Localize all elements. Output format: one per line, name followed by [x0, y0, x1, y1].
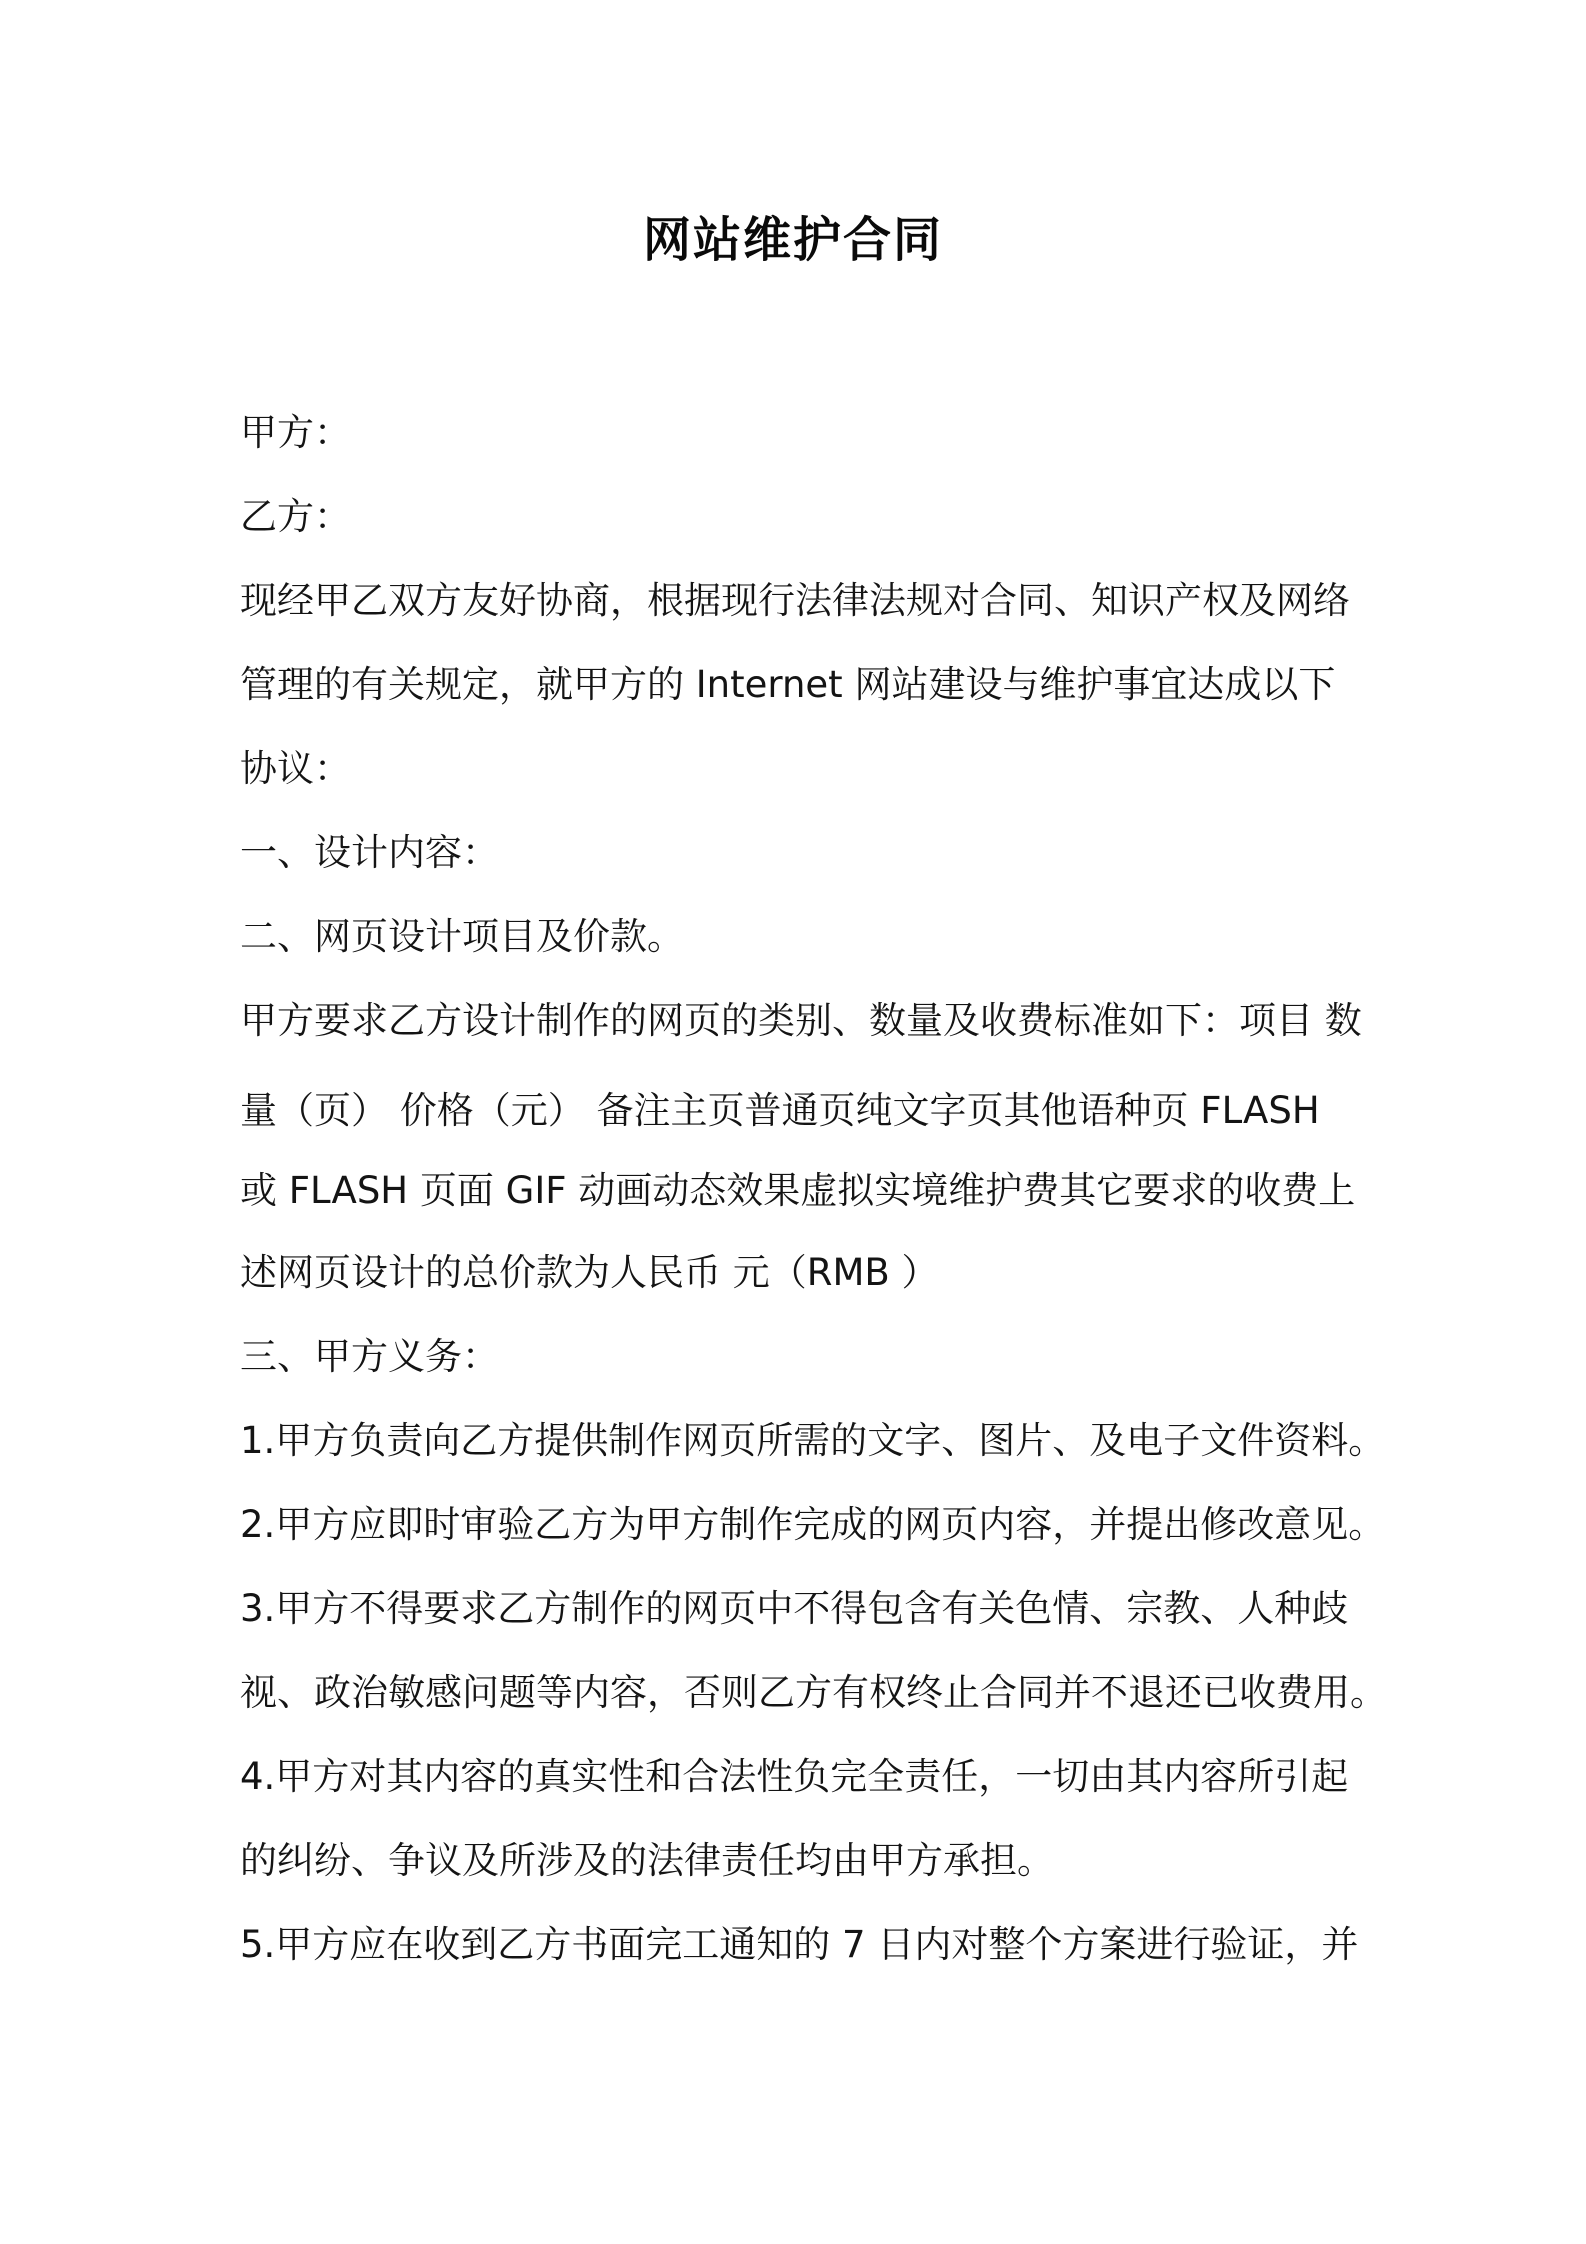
pricing-line-2: 量（页） 价格（元） 备注主页普通页纯文字页其他语种页 FLASH [240, 1089, 1320, 1132]
pricing-line-4: 述网页设计的总价款为人民币 元（RMB ） [240, 1251, 939, 1294]
preamble-line-3: 协议： [240, 747, 351, 790]
party-b-line: 乙方： [240, 495, 351, 538]
clause-3-line-2: 视、政治敏感问题等内容，否则乙方有权终止合同并不退还已收费用。 [240, 1671, 1387, 1714]
clause-2: 2.甲方应即时审验乙方为甲方制作完成的网页内容，并提出修改意见。 [240, 1503, 1386, 1546]
clause-3-line-1: 3.甲方不得要求乙方制作的网页中不得包含有关色情、宗教、人种歧 [240, 1587, 1349, 1630]
preamble-line-2: 管理的有关规定，就甲方的 Internet 网站建设与维护事宜达成以下 [240, 663, 1336, 706]
clause-1: 1.甲方负责向乙方提供制作网页所需的文字、图片、及电子文件资料。 [240, 1419, 1386, 1462]
pricing-line-3: 或 FLASH 页面 GIF 动画动态效果虚拟实境维护费其它要求的收费上 [240, 1169, 1356, 1212]
preamble-line-1: 现经甲乙双方友好协商，根据现行法律法规对合同、知识产权及网络 [240, 579, 1350, 622]
section-3-heading: 三、甲方义务： [240, 1335, 499, 1378]
clause-4-line-1: 4.甲方对其内容的真实性和合法性负完全责任，一切由其内容所引起 [240, 1755, 1349, 1798]
party-a-line: 甲方： [240, 411, 351, 454]
document-title: 网站维护合同 [642, 212, 943, 268]
section-2-heading: 二、网页设计项目及价款。 [240, 915, 684, 958]
pricing-line-1: 甲方要求乙方设计制作的网页的类别、数量及收费标准如下：项目 数 [240, 999, 1362, 1042]
clause-5-line-1: 5.甲方应在收到乙方书面完工通知的 7 日内对整个方案进行验证，并 [240, 1923, 1359, 1966]
clause-4-line-2: 的纠纷、争议及所涉及的法律责任均由甲方承担。 [240, 1839, 1054, 1882]
section-1-heading: 一、设计内容： [240, 831, 499, 874]
